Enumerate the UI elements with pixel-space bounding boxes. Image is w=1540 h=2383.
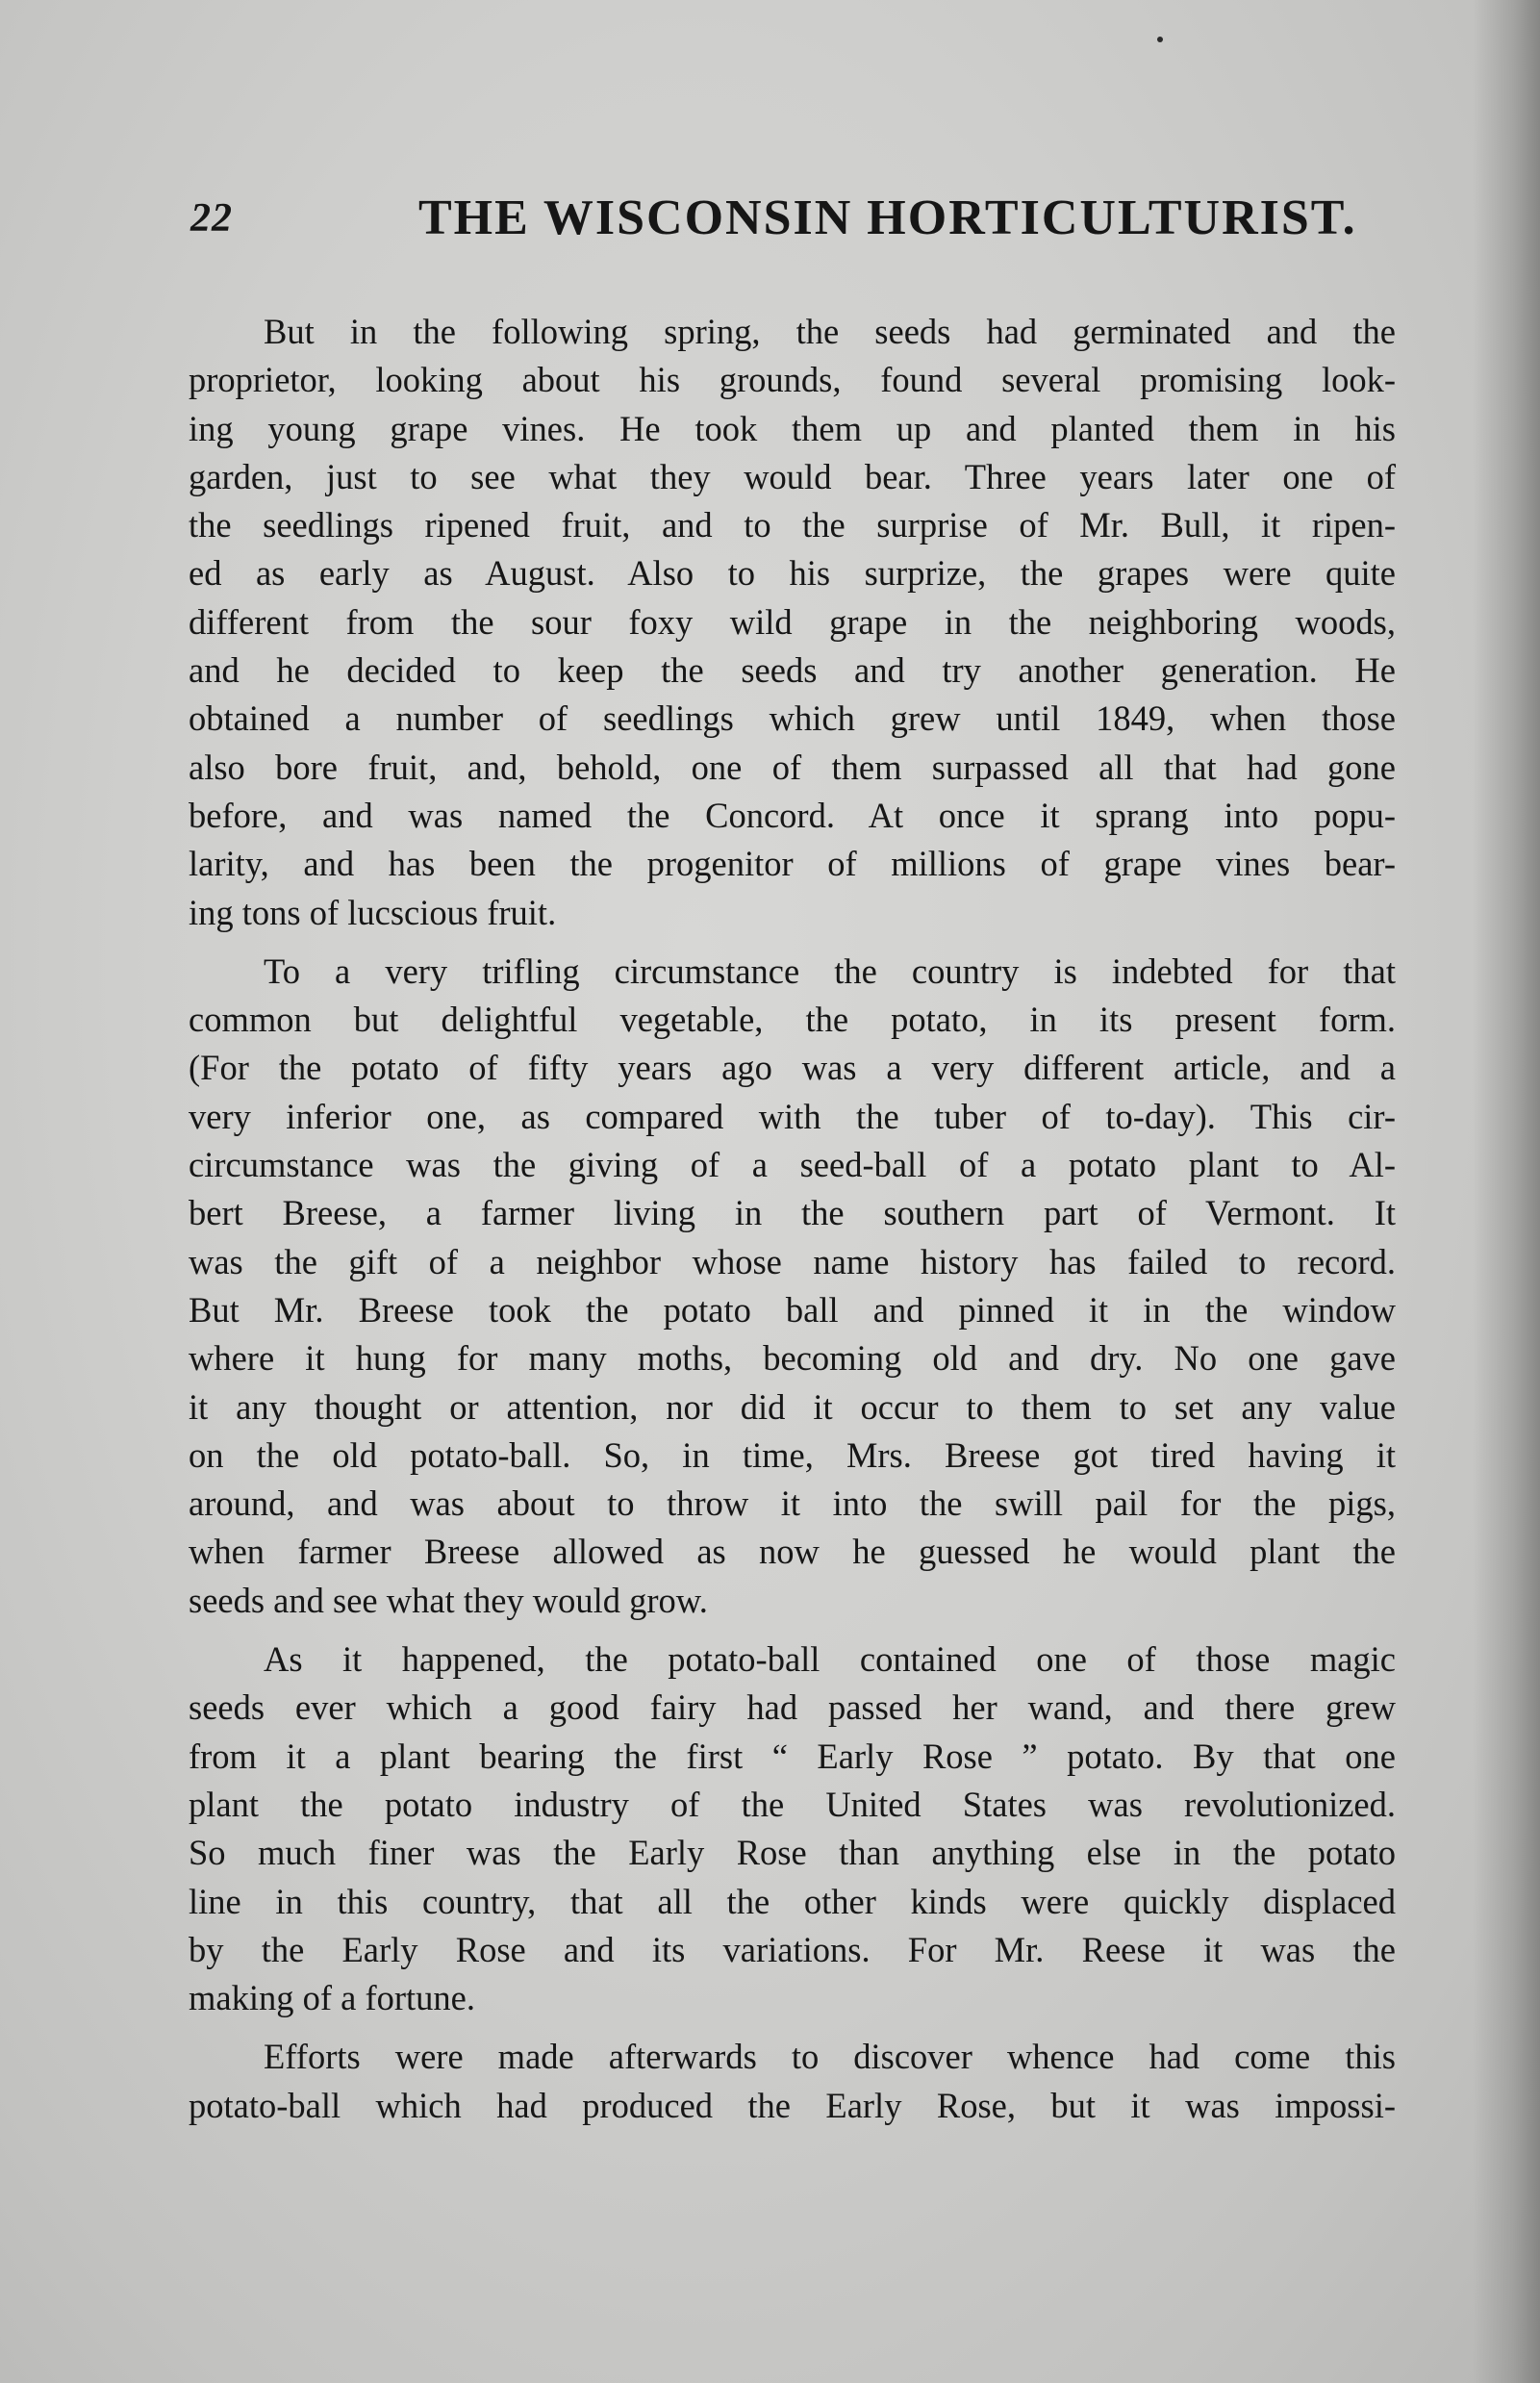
- running-title: THE WISCONSIN HORTICULTURIST.: [418, 190, 1357, 245]
- text-line: ed as early as August. Also to his surprize, the grapes were quite: [189, 553, 1396, 594]
- text-line: ing young grape vines. He took them up and planted them in his: [189, 408, 1396, 448]
- page-edge-shadow: [1473, 0, 1540, 2383]
- text-line: on the old potato-ball. So, in time, Mrs. Breese got tired having it: [189, 1434, 1396, 1475]
- text-line: very inferior one, as compared with the tuber of to-day). This cir-: [189, 1096, 1396, 1136]
- running-header: [0, 178, 1540, 245]
- text-line: it any thought or attention, nor did it occur to them to set any value: [189, 1386, 1396, 1427]
- text-line: around, and was about to throw it into the swill pail for the pigs,: [189, 1483, 1396, 1524]
- text-line: bert Breese, a farmer living in the southern part of Vermont. It: [189, 1193, 1396, 1233]
- text-line: potato-ball which had produced the Early Rose, but it was impossi-: [189, 2085, 1396, 2125]
- print-speck: [1157, 37, 1163, 42]
- page-number: 22: [190, 196, 233, 241]
- text-line: and he decided to keep the seeds and try another generation. He: [189, 650, 1396, 691]
- paragraph-efforts: [189, 2033, 1396, 2130]
- text-line: was the gift of a neighbor whose name history has failed to record.: [189, 1241, 1396, 1281]
- text-line: seeds ever which a good fairy had passed her wand, and there grew: [189, 1687, 1396, 1728]
- text-line: different from the sour foxy wild grape in the neighboring woods,: [189, 601, 1396, 642]
- text-line: larity, and has been the progenitor of millions of grape vines bear-: [189, 844, 1396, 884]
- text-line: obtained a number of seedlings which grew until 1849, when those: [189, 698, 1396, 739]
- body-text: [189, 308, 1396, 2141]
- text-line: Efforts were made afterwards to discover whence had come this: [264, 2037, 1396, 2077]
- text-line: before, and was named the Concord. At once it sprang into popu-: [189, 795, 1396, 835]
- text-line: from it a plant bearing the first “ Early Rose ” potato. By that one: [189, 1736, 1396, 1776]
- paragraph-early-rose: [189, 1635, 1396, 2022]
- text-line: also bore fruit, and, behold, one of them surpassed all that had gone: [189, 747, 1396, 787]
- text-line: making of a fortune.: [189, 1978, 475, 2018]
- paragraph-concord-grape: [189, 308, 1396, 937]
- text-line: To a very trifling circumstance the country is indebted for that: [264, 951, 1396, 991]
- text-line: where it hung for many moths, becoming old and dry. No one gave: [189, 1338, 1396, 1379]
- text-line: by the Early Rose and its variations. For Mr. Reese it was the: [189, 1929, 1396, 1969]
- paragraph-potato-seed-ball: [189, 948, 1396, 1625]
- text-line: plant the potato industry of the United States was revolutionized.: [189, 1784, 1396, 1824]
- text-line: As it happened, the potato-ball contained one of those magic: [264, 1639, 1396, 1680]
- text-line: when farmer Breese allowed as now he guessed he would plant the: [189, 1532, 1396, 1572]
- text-line: So much finer was the Early Rose than anything else in the potato: [189, 1833, 1396, 1873]
- text-line: the seedlings ripened fruit, and to the surprise of Mr. Bull, it ripen-: [189, 505, 1396, 545]
- text-line: But Mr. Breese took the potato ball and pinned it in the window: [189, 1289, 1396, 1330]
- text-line: garden, just to see what they would bear. Three years later one of: [189, 456, 1396, 496]
- text-line: circumstance was the giving of a seed-ball of a potato plant to Al-: [189, 1145, 1396, 1185]
- text-line: But in the following spring, the seeds had germinated and the: [264, 312, 1396, 351]
- text-line: (For the potato of fifty years ago was a very different article, and a: [189, 1048, 1396, 1088]
- text-line: common but delightful vegetable, the potato, in its present form.: [189, 1000, 1396, 1040]
- text-line: line in this country, that all the other kinds were quickly displaced: [189, 1881, 1396, 1921]
- text-line: ing tons of lucscious fruit.: [189, 892, 557, 932]
- text-line: seeds and see what they would grow.: [189, 1580, 708, 1620]
- text-line: proprietor, looking about his grounds, found several promising look-: [189, 360, 1396, 400]
